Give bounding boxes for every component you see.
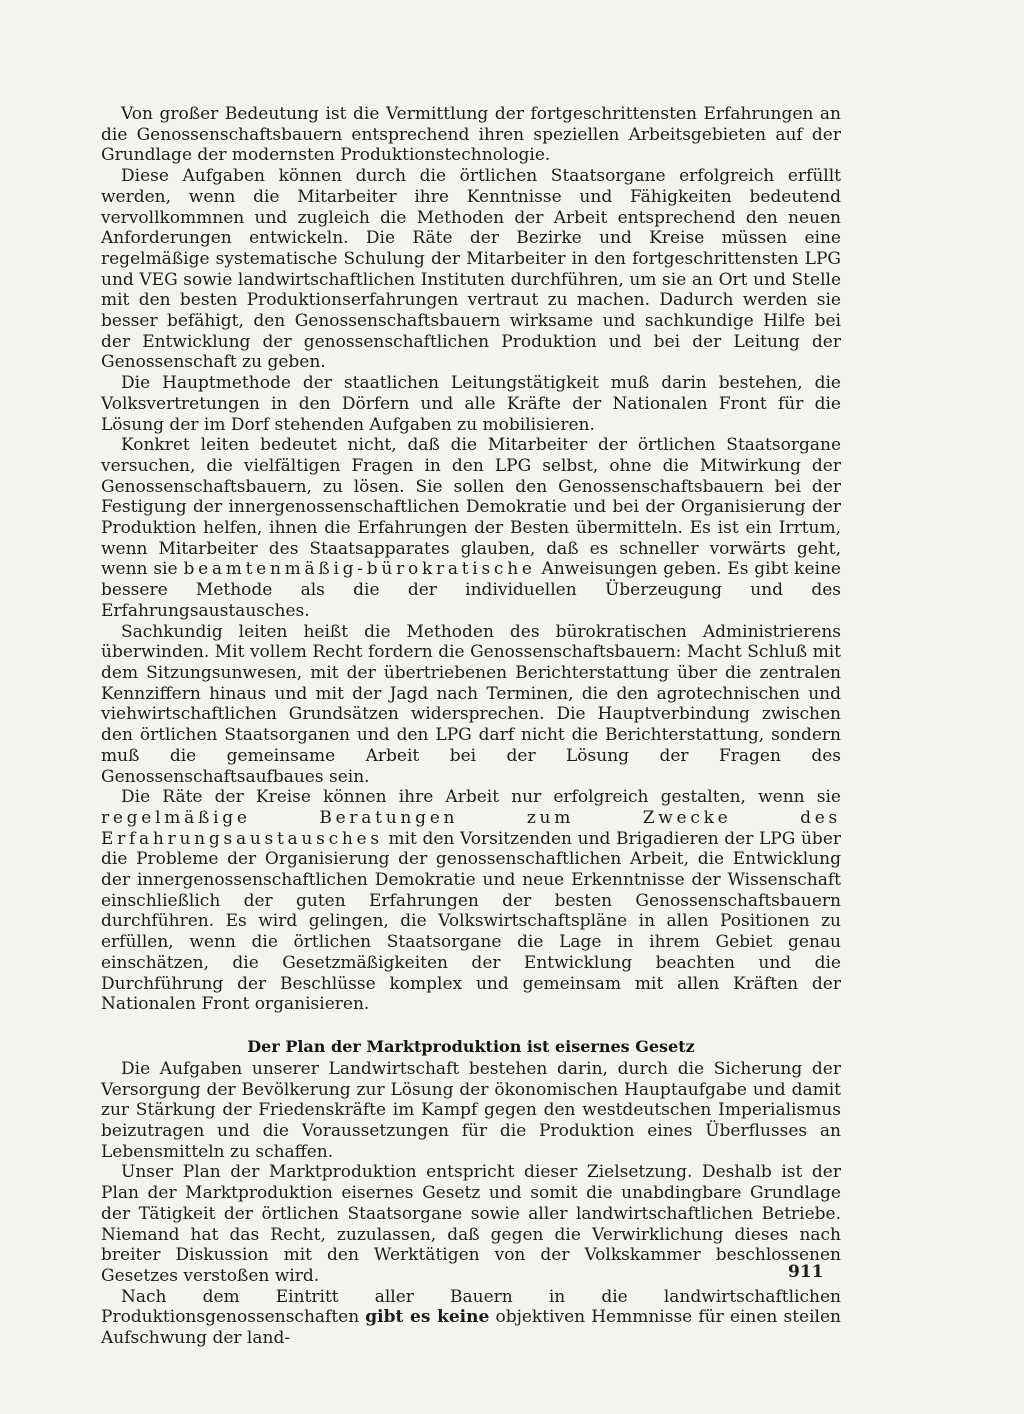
section-body (101, 1059, 841, 1349)
paragraph-6-text-b: mit den Vorsitzenden und Brigadieren der LPG über die Probleme der Organisierung der genossenschaftlichen Arbeit, die Entwicklung der innergenossenschaftlichen Demokratie und neue Erkenntnisse der Wissenschaft einschließlich der guten Erfahrungen der besten Genossenschaftsbauern durchführen. Es wird gelingen, die Volkswirtschaftspläne in allen Positionen zu erfüllen, wenn die örtlichen Staatsorgane die Lage in ihrem Gebiet genau einschätzen, die Gesetzmäßigkeiten der Entwicklung beachten und die Durchführung der Beschlüsse komplex und gemeinsam mit allen Kräften der Nationalen Front organisieren. (101, 828, 841, 1015)
section-paragraph-3-bold: gibt es keine (365, 1307, 490, 1328)
paragraph-1: Von großer Bedeutung ist die Vermittlung der fortgeschrittensten Erfahrungen an die Genossenschaftsbauern entsprechend ihren speziellen Arbeitsgebieten auf der Grundlage der modernsten Produktionstechnologie. (101, 104, 841, 166)
paragraph-4 (101, 435, 841, 621)
paragraph-6-spaced-emphasis: regelmäßige Beratungen zum Zwecke des Erfahrungsaustausches (101, 807, 841, 849)
page-body (101, 104, 841, 1349)
paragraph-2: Diese Aufgaben können durch die örtlichen Staatsorgane erfolgreich erfüllt werden, wenn die Mitarbeiter ihre Kenntnisse und Fähigkeiten bedeutend vervollkommnen und zugleich die Methoden der Arbeit entsprechend den neuen Anforderungen entwickeln. Die Räte der Bezirke und Kreise müssen eine regelmäßige systematische Schulung der Mitarbeiter in den fortgeschrittensten LPG und VEG sowie landwirtschaftlichen Instituten durchführen, um sie an Ort und Stelle mit den besten Produktionserfahrungen vertraut zu machen. Dadurch werden sie besser befähigt, den Genossenschaftsbauern wirksame und sachkundige Hilfe bei der Entwicklung der genossenschaftlichen Produktion und bei der Leitung der Genossenschaft zu geben. (101, 166, 841, 373)
paragraph-4-text-a: Konkret leiten bedeutet nicht, daß die Mitarbeiter der örtlichen Staatsorgane versuchen, die vielfältigen Fragen in den LPG selbst, ohne die Mitwirkung der Genossenschaftsbauern, zu lösen. Sie sollen den Genossenschaftsbauern bei der Festigung der innergenossenschaftlichen Demokratie und bei der Organisierung der Produktion helfen, ihnen die Erfahrungen der Besten übermitteln. Es ist ein Irrtum, wenn Mitarbeiter des Staatsapparates glauben, daß es schneller vorwärts geht, wenn sie (101, 435, 841, 580)
section-paragraph-3-text-a: Nach dem Eintritt aller Bauern in die landwirtschaftlichen Produktionsgenossenschaften (101, 1286, 841, 1328)
section-paragraph-3-text-b: objektiven Hemmnisse für einen steilen Aufschwung der land- (101, 1307, 841, 1349)
paragraph-4-text-b: Anweisungen geben. Es gibt keine bessere Methode als die der individuellen Überzeugung und des Erfahrungsaustausches. (101, 559, 841, 621)
paragraph-4-spaced-emphasis: beamtenmäßig-bürokratische (183, 559, 536, 580)
paragraph-3: Die Hauptmethode der staatlichen Leitungstätigkeit muß darin bestehen, die Volksvertretungen in den Dörfern und alle Kräfte der Nationalen Front für die Lösung der im Dorf stehenden Aufgaben zu mobilisieren. (101, 373, 841, 435)
section-paragraph-1: Die Aufgaben unserer Landwirtschaft bestehen darin, durch die Sicherung der Versorgung der Bevölkerung zur Lösung der ökonomischen Hauptaufgabe und damit zur Stärkung der Friedenskräfte im Kampf gegen den westdeutschen Imperialismus beizutragen und die Voraussetzungen für die Produktion eines Überflusses an Lebensmitteln zu schaffen. (101, 1058, 841, 1162)
paragraph-6-text-a: Die Räte der Kreise können ihre Arbeit nur erfolgreich gestalten, wenn sie (121, 787, 841, 808)
section-paragraph-3 (101, 1287, 841, 1349)
section-heading: Der Plan der Marktproduktion ist eisernes Gesetz (247, 1036, 695, 1056)
paragraph-5: Sachkundig leiten heißt die Methoden des bürokratischen Administrierens überwinden. Mit vollem Recht fordern die Genossenschaftsbauern: Macht Schluß mit dem Sitzungsunwesen, mit der übertriebenen Berichterstattung über die zentralen Kennziffern hinaus und mit der Jagd nach Terminen, die den agrotechnischen und viehwirtschaftlichen Grundsätzen widersprechen. Die Hauptverbindung zwischen den örtlichen Staatsorganen und den LPG darf nicht die Berichterstattung, sondern muß die gemeinsame Arbeit bei der Lösung der Fragen des Genossenschaftsaufbaues sein. (101, 621, 841, 787)
section-paragraph-2: Unser Plan der Marktproduktion entspricht dieser Zielsetzung. Deshalb ist der Plan der Marktproduktion eisernes Gesetz und somit die unabdingbare Grundlage der Tätigkeit der örtlichen Staatsorgane sowie aller landwirtschaftlichen Betriebe. Niemand hat das Recht, zuzulassen, daß gegen die Verwirklichung dieses nach breiter Diskussion mit den Werktätigen von der Volkskammer beschlossenen Gesetzes verstoßen wird. (101, 1162, 841, 1286)
paragraph-6 (101, 787, 841, 1015)
page-number: 911 (788, 1262, 824, 1282)
